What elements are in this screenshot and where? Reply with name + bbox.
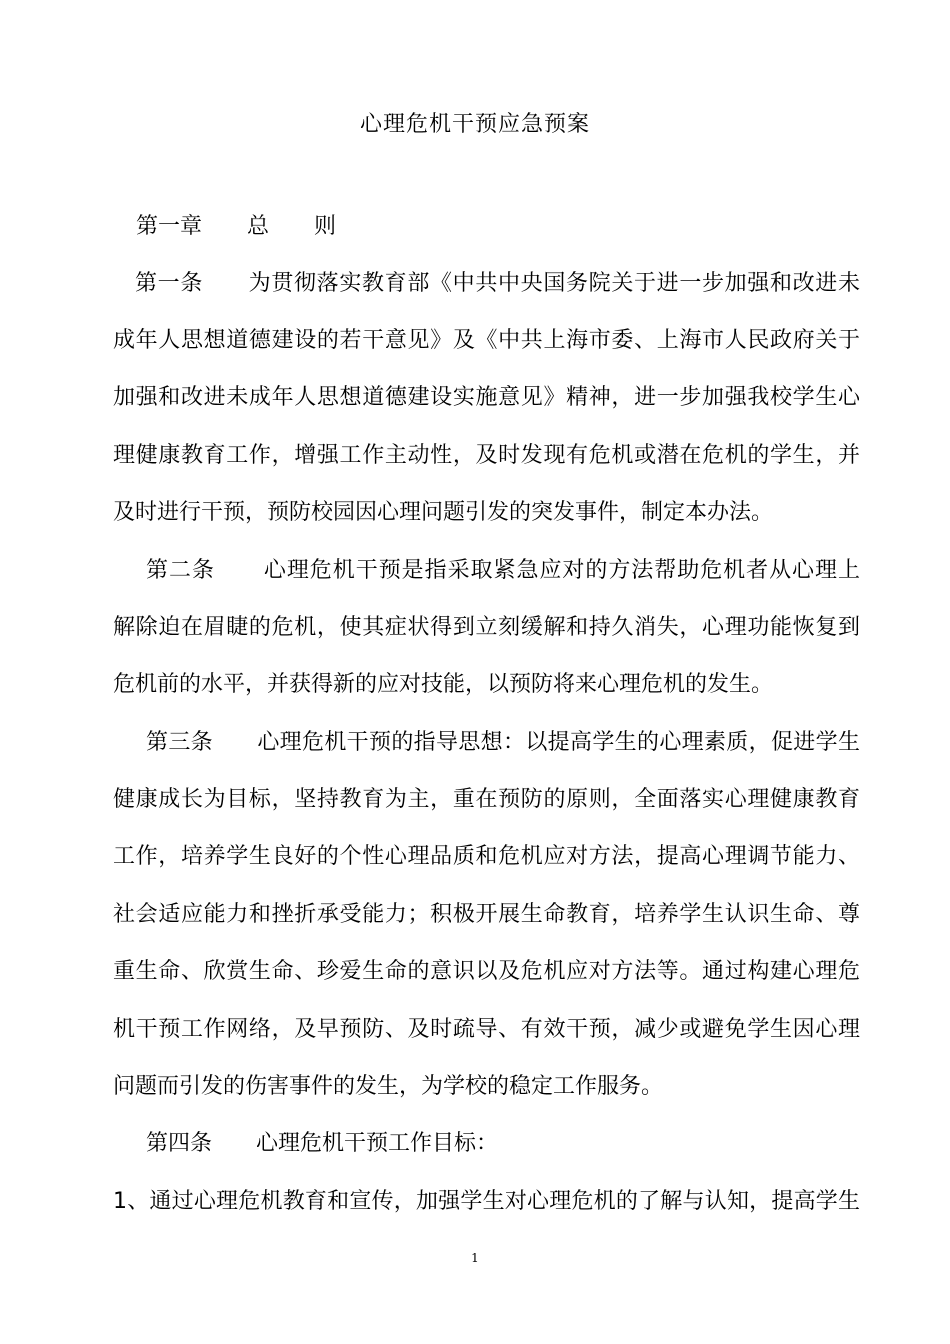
- article-3-line: 机干预工作网络，及早预防、及时疏导、有效干预，减少或避免学生因心理: [113, 1017, 860, 1042]
- chapter-heading: [113, 207, 860, 247]
- article-text: 心理危机干预工作目标：: [256, 1131, 499, 1156]
- article-1-line: 成年人思想道德建设的若干意见》及《中共上海市委、上海市人民政府关于: [113, 328, 860, 353]
- article-text: 为贯彻落实教育部《中共中央国务院关于进一步加强和改进未: [248, 271, 860, 296]
- article-text: 心理危机干预是指采取紧急应对的方法帮助危机者从心理上: [262, 558, 860, 583]
- chapter-label: 第一章: [136, 214, 203, 239]
- article-label: 第一条: [135, 271, 203, 296]
- article-2-line: [146, 551, 860, 591]
- article-label: 第四条: [146, 1131, 213, 1156]
- article-2-line: 危机前的水平，并获得新的应对技能，以预防将来心理危机的发生。: [113, 672, 774, 697]
- article-3-line: 社会适应能力和挫折承受能力；积极开展生命教育，培养学生认识生命、尊: [113, 902, 860, 927]
- article-3-line: 重生命、欣赏生命、珍爱生命的意识以及危机应对方法等。通过构建心理危: [113, 959, 860, 984]
- article-1-line: [135, 264, 860, 304]
- page-title: 心理危机干预应急预案: [359, 112, 590, 137]
- article-2-line: 解除迫在眉睫的危机，使其症状得到立刻缓解和持久消失，心理功能恢复到: [113, 615, 860, 640]
- chapter-title-part: 则: [314, 214, 337, 239]
- chapter-title-part: 总: [247, 214, 270, 239]
- article-1-line: 理健康教育工作，增强工作主动性，及时发现有危机或潜在危机的学生，并: [113, 443, 860, 468]
- page-number: 1: [471, 1251, 479, 1265]
- article-label: 第二条: [146, 558, 215, 583]
- article-label: 第三条: [146, 730, 213, 755]
- article-3-line: [146, 723, 860, 763]
- article-3-line: 健康成长为目标，坚持教育为主，重在预防的原则，全面落实心理健康教育: [113, 787, 860, 812]
- article-3-line: 问题而引发的伤害事件的发生，为学校的稳定工作服务。: [113, 1074, 664, 1099]
- list-item: 1、通过心理危机教育和宣传，加强学生对心理危机的了解与认知，提高学生: [113, 1189, 860, 1214]
- article-text: 心理危机干预的指导思想：以提高学生的心理素质，促进学生: [257, 730, 860, 755]
- article-3-line: 工作，培养学生良好的个性心理品质和危机应对方法，提高心理调节能力、: [113, 844, 860, 869]
- article-4-line: [146, 1124, 860, 1164]
- article-1-line: 加强和改进未成年人思想道德建设实施意见》精神，进一步加强我校学生心: [113, 385, 860, 410]
- article-1-line: 及时进行干预，预防校园因心理问题引发的突发事件，制定本办法。: [113, 500, 774, 525]
